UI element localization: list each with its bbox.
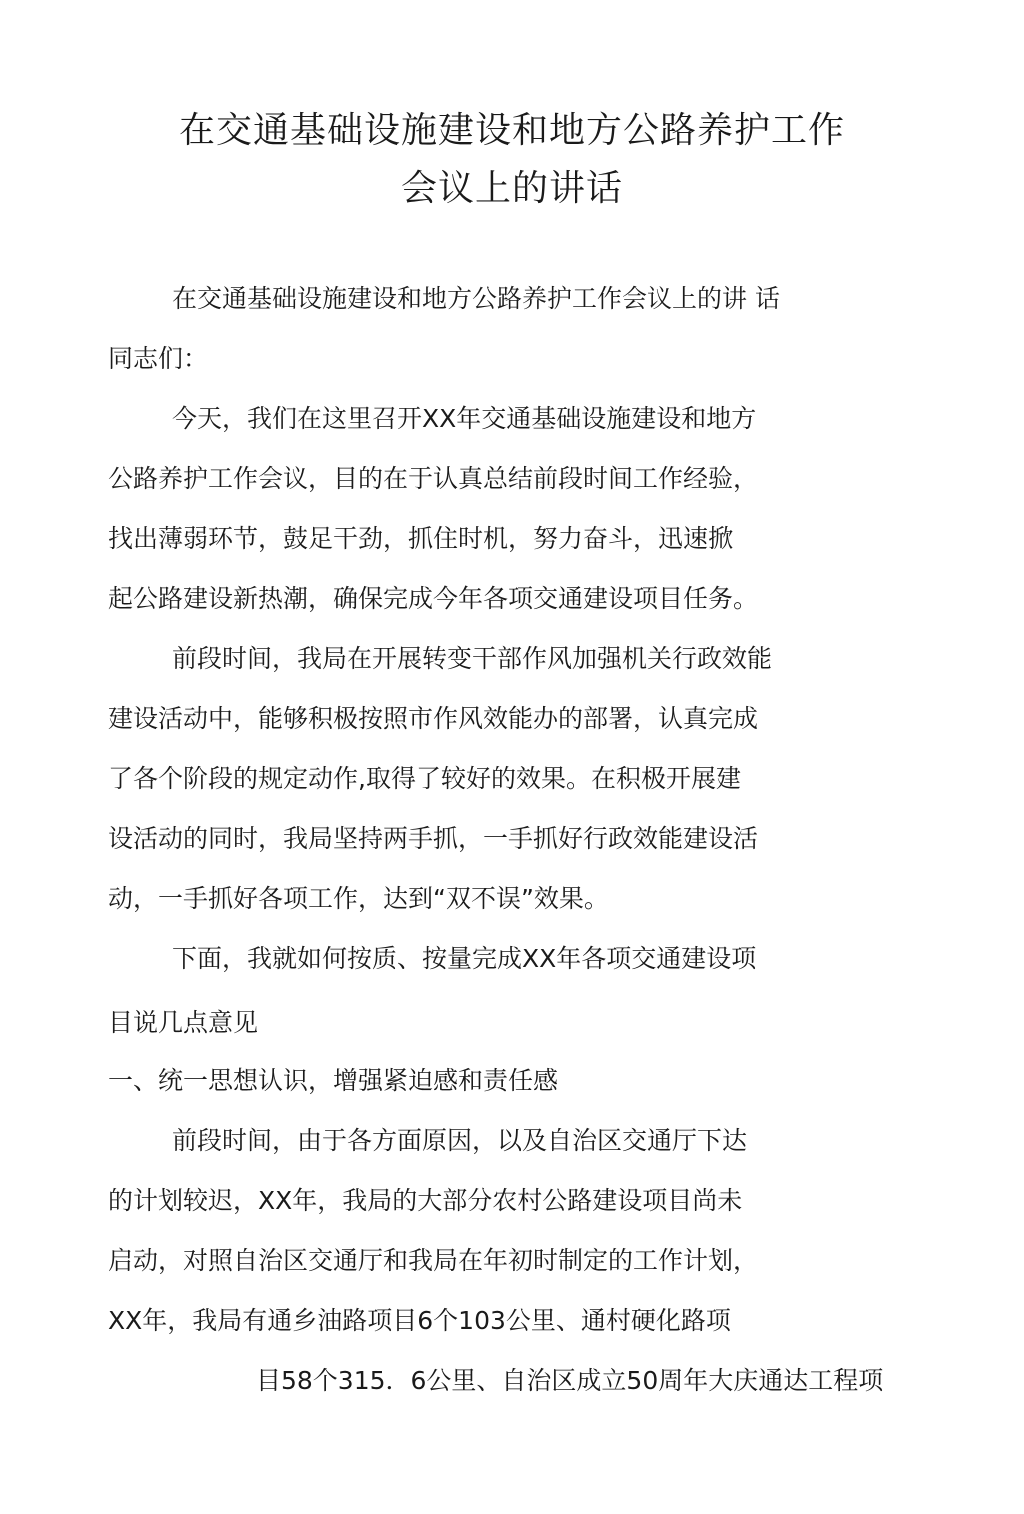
paragraph-line: 下面，我就如何按质、按量完成XX年各项交通建设项 [172,944,757,973]
paragraph-line: 目58个315．6公里、自治区成立50周年大庆通达工程项 [256,1366,884,1395]
document-title-line-1: 在交通基础设施建设和地方公路养护工作 [178,110,845,151]
paragraph-line: 动，一手抓好各项工作，达到“双不误”效果。 [108,884,609,913]
section-heading: 一、统一思想认识，增强紧迫感和责任感 [108,1066,559,1095]
paragraph-line: 了各个阶段的规定动作,取得了较好的效果。在积极开展建 [108,764,741,793]
paragraph-line: 在交通基础设施建设和地方公路养护工作会议上的讲 话 [172,284,780,313]
paragraph-line: 建设活动中，能够积极按照市作风效能办的部署，认真完成 [108,704,759,733]
paragraph-line: 公路养护工作会议，目的在于认真总结前段时间工作经验， [108,464,759,493]
document-title-line-2: 会议上的讲话 [400,168,623,209]
paragraph-line: 的计划较迟，XX年，我局的大部分农村公路建设项目尚未 [108,1186,743,1215]
paragraph-line: 今天，我们在这里召开XX年交通基础设施建设和地方 [172,404,757,433]
paragraph-line: 找出薄弱环节，鼓足干劲，抓住时机，努力奋斗，迅速掀 [108,524,734,553]
paragraph-line: 起公路建设新热潮，确保完成今年各项交通建设项目任务。 [108,584,759,613]
paragraph-line: 前段时间，由于各方面原因，以及自治区交通厅下达 [172,1126,748,1155]
paragraph-line: 启动，对照自治区交通厅和我局在年初时制定的工作计划， [108,1246,759,1275]
paragraph-line: 设活动的同时，我局坚持两手抓，一手抓好行政效能建设活 [108,824,759,853]
paragraph-line: 目说几点意见 [108,1008,259,1037]
paragraph-line: 前段时间，我局在开展转变干部作风加强机关行政效能 [172,644,773,673]
paragraph-line: XX年，我局有通乡油路项目6个103公里、通村硬化路项 [108,1306,731,1335]
paragraph-line: 同志们： [108,344,209,373]
